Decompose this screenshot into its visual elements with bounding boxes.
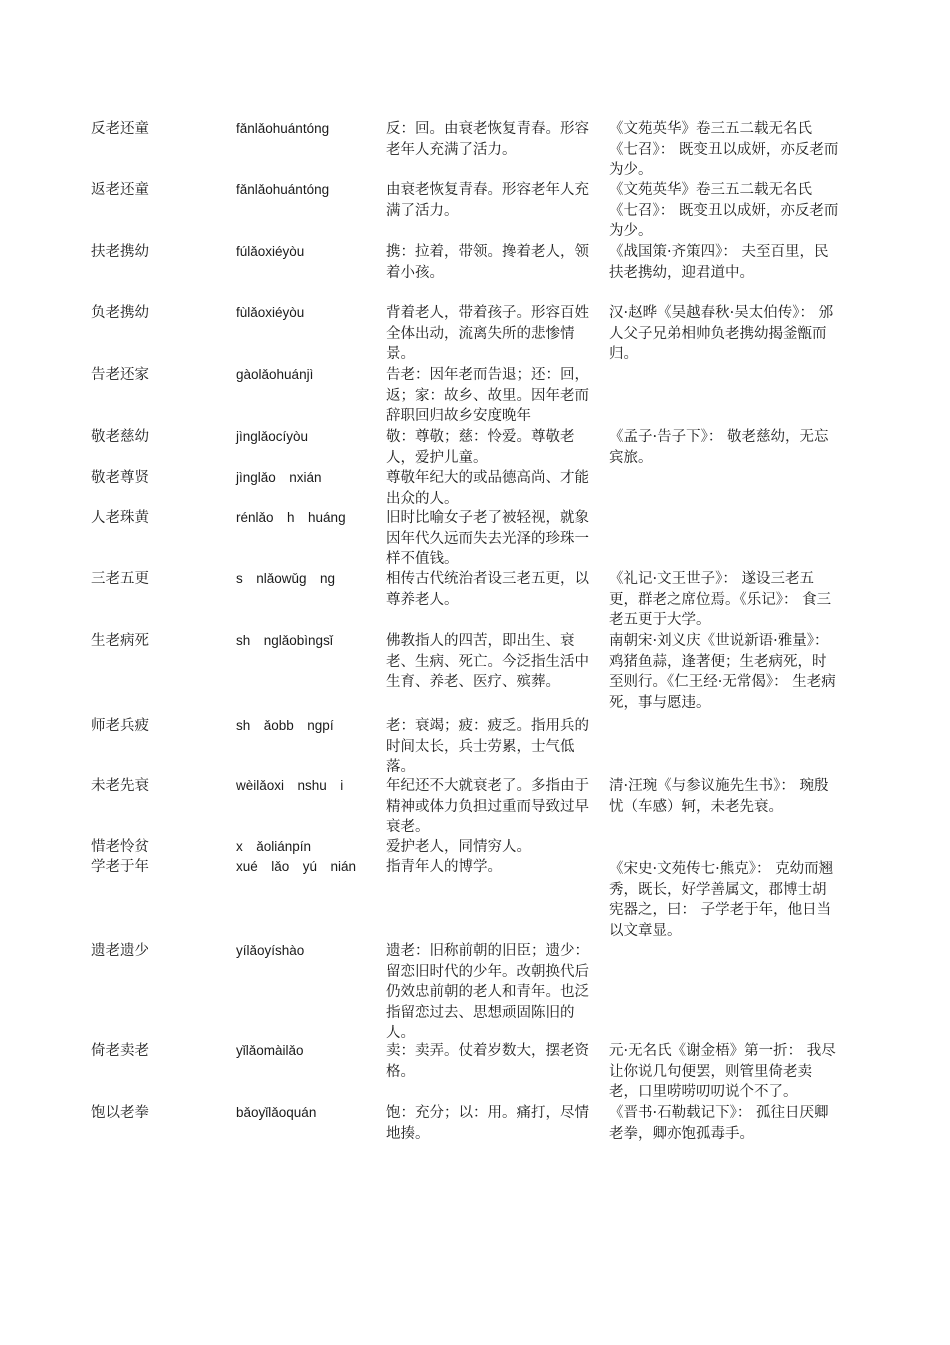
pinyin: xué lǎo yú nián (236, 859, 357, 874)
source: 《宋史·文苑传七·熊克》： 克幼而翘秀，既长，好学善属文，郡博士胡宪器之，曰： 子学老于年，他日当以文章显。 (609, 861, 834, 939)
idiom: 未老先衰 (91, 778, 149, 794)
meaning: 卖：卖弄。仗着岁数大，摆老资格。 (386, 1043, 589, 1080)
source: 《战国策·齐策四》： 夫至百里，民扶老携幼，迎君道中。 (609, 244, 829, 281)
meaning: 旧时比喻女子老了被轻视，就象因年代久远而失去光泽的珍珠一样不值钱。 (386, 510, 589, 567)
meaning: 携：拉着，带领。搀着老人，领着小孩。 (386, 244, 589, 281)
meaning: 反：回。由衰老恢复青春。形容老年人充满了活力。 (386, 121, 589, 158)
meaning: 佛教指人的四苦，即出生、衰老、生病、死亡。今泛指生活中生育、养老、医疗、殡葬。 (386, 633, 589, 690)
meaning: 爱护老人，同情穷人。 (386, 839, 531, 855)
meaning: 背着老人，带着孩子。形容百姓全体出动，流离失所的悲惨情景。 (386, 305, 589, 362)
source: 南朝宋·刘义庆《世说新语·雅量》： 鸡猪鱼蒜，逢著便；生老病死，时至则行。《仁王经·无常偈》： 生老病死，事与愿违。 (609, 633, 836, 711)
meaning: 告老：因年老而告退；还：回，返；家：故乡、故里。因年老而辞职回归故乡安度晚年 (386, 367, 589, 424)
pinyin: s nlǎowǔg ng (236, 571, 336, 586)
meaning: 老：衰竭；疲：疲乏。指用兵的时间太长，兵士劳累，士气低落。 (386, 718, 589, 775)
pinyin: fǎnlǎohuántóng (236, 182, 330, 197)
idiom: 人老珠黄 (91, 510, 149, 526)
pinyin: gàolǎohuánjì (236, 367, 314, 382)
idiom: 师老兵疲 (91, 718, 149, 734)
pinyin: jìnglǎocíyòu (236, 429, 309, 444)
idiom: 生老病死 (91, 633, 149, 649)
idiom: 扶老携幼 (91, 244, 149, 260)
source: 《孟子·告子下》： 敬老慈幼，无忘宾旅。 (609, 429, 829, 466)
pinyin: fǎnlǎohuántóng (236, 121, 330, 136)
meaning: 由衰老恢复青春。形容老年人充满了活力。 (386, 182, 589, 219)
meaning: 敬：尊敬；慈：怜爱。尊敬老人，爱护儿童。 (386, 429, 575, 466)
pinyin: yílǎoyíshào (236, 943, 305, 958)
pinyin: wèilǎoxi nshu i (236, 778, 344, 793)
source: 《晋书·石勒载记下》： 孤往日厌卿老拳，卿亦饱孤毒手。 (609, 1105, 829, 1142)
pinyin: bǎoyǐlǎoquán (236, 1105, 317, 1120)
source: 《礼记·文王世子》： 遂设三老五更，群老之席位焉。《乐记》： 食三老五更于大学。 (609, 571, 832, 628)
meaning: 遗老：旧称前朝的旧臣；遗少：留恋旧时代的少年。改朝换代后仍效忠前朝的老人和青年。也泛指留恋过去、思想顽固陈旧的人。 (386, 943, 589, 1041)
idiom: 学老于年 (91, 859, 149, 875)
pinyin: sh ǎobb ngpí (236, 718, 334, 733)
meaning: 相传古代统治者设三老五更，以尊养老人。 (386, 571, 589, 608)
idiom: 敬老慈幼 (91, 429, 149, 445)
idiom: 返老还童 (91, 182, 149, 198)
meaning: 尊敬年纪大的或品德高尚、才能出众的人。 (386, 470, 589, 507)
idiom: 负老携幼 (91, 305, 149, 321)
idiom: 告老还家 (91, 367, 149, 383)
idiom: 倚老卖老 (91, 1043, 149, 1059)
pinyin: fúlǎoxiéyòu (236, 244, 305, 259)
pinyin: fùlǎoxiéyòu (236, 305, 305, 320)
idiom: 敬老尊贤 (91, 470, 149, 486)
meaning: 饱：充分；以：用。痛打，尽情地揍。 (386, 1105, 589, 1142)
source: 《文苑英华》卷三五二载无名氏《七召》： 既变丑以成妍，亦反老而为少。 (609, 121, 839, 178)
idiom: 遗老遗少 (91, 943, 149, 959)
idiom: 三老五更 (91, 571, 149, 587)
pinyin: yǐlǎomàilǎo (236, 1043, 304, 1058)
pinyin: jìnglǎo nxián (236, 470, 322, 485)
source: 《文苑英华》卷三五二载无名氏《七召》： 既变丑以成妍，亦反老而为少。 (609, 182, 839, 239)
source: 汉·赵晔《吴越春秋·吴太伯传》： 邠人父子兄弟相帅负老携幼揭釜甑而归。 (609, 305, 834, 362)
pinyin: x ǎoliánpín (236, 839, 312, 854)
meaning: 指青年人的博学。 (386, 859, 502, 875)
idiom: 惜老怜贫 (91, 839, 149, 855)
source: 元·无名氏《谢金梧》第一折： 我尽让你说几句便罢，则管里倚老卖老，口里唠唠叨叨说个不了。 (609, 1043, 836, 1100)
idiom: 反老还童 (91, 121, 149, 137)
meaning: 年纪还不大就衰老了。多指由于精神或体力负担过重而导致过早衰老。 (386, 778, 589, 835)
source: 清·汪琬《与参议施先生书》： 琬殷忧（车感）轲，未老先衰。 (609, 778, 829, 815)
pinyin: rénlǎo h huáng (236, 510, 346, 525)
idiom: 饱以老拳 (91, 1105, 149, 1121)
pinyin: sh nglǎobìngsǐ (236, 633, 333, 648)
